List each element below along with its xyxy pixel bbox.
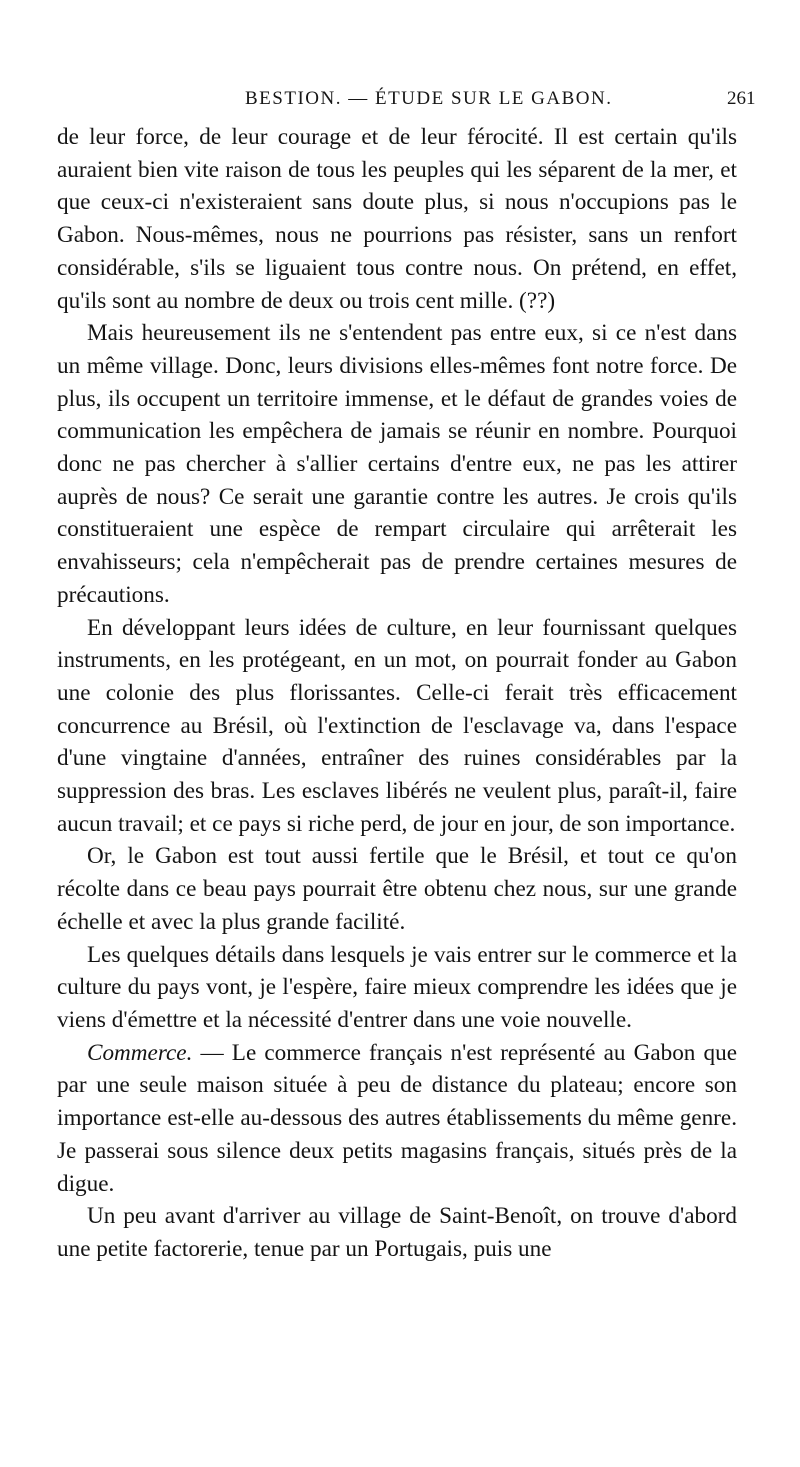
running-header — [0, 88, 800, 116]
paragraph-1: de leur force, de leur courage et de leur férocité. Il est certain qu'ils auraient bien vite raison de tous les peuples qui les séparent de la mer, et que ceux-ci n'existeraient sans doute plus, si nous n'occupions pas le Gabon. Nous-mêmes, nous ne pourrions pas résister, sans un renfort considérable, s'ils se liguaient tous contre nous. On prétend, en effet, qu'ils sont au nombre de deux ou trois cent mille. (??) — [57, 124, 737, 314]
paragraph-4: Or, le Gabon est tout aussi fertile que le Brésil, et tout ce qu'on récolte dans ce beau pays pourrait être obtenu chez nous, sur une grande échelle et avec la plus grande facilité. — [57, 843, 737, 935]
body-text — [57, 121, 737, 1266]
paragraph-3: En développant leurs idées de culture, en leur fournissant quelques instruments, en les protégeant, en un mot, on pourrait fonder au Gabon une colonie des plus florissantes. Celle-ci ferait très efficacement concurrence au Brésil, où l'extinction de l'esclavage va, dans l'espace d'une vingtaine d'années, entraîner des ruines considérables par la suppression des bras. Les esclaves libérés ne veulent plus, paraît-il, faire aucun travail; et ce pays si riche perd, de jour en jour, de son importance. — [57, 614, 737, 837]
section-heading-commerce: Commerce. — [87, 1039, 193, 1066]
page-number: 261 — [727, 88, 756, 109]
paragraph-6-text: — Le commerce français n'est représenté au Gabon que par une seule maison située à peu de distance du plateau; encore son importance est-elle au-dessous des autres établissements du même genre. Je passerai sous silence deux petits magasins français, situés près de la digue. — [57, 1039, 737, 1197]
paragraph-7: Un peu avant d'arriver au village de Saint-Benoît, on trouve d'abord une petite factorerie, tenue par un Portugais, puis une — [57, 1203, 737, 1262]
paragraph-2: Mais heureusement ils ne s'entendent pas entre eux, si ce n'est dans un même village. Donc, leurs divisions elles-mêmes font notre force. De plus, ils occupent un territoire immense, et le défaut de grandes voies de communication les empêchera de jamais se réunir en nombre. Pourquoi donc ne pas chercher à s'allier certains d'entre eux, ne pas les attirer auprès de nous? Ce serait une garantie contre les autres. Je crois qu'ils constitueraient une espèce de rempart circulaire qui arrêterait les envahisseurs; cela n'empêcherait pas de prendre certaines mesures de précautions. — [57, 320, 737, 608]
paragraph-6 — [57, 1037, 737, 1201]
paragraph-5: Les quelques détails dans lesquels je vais entrer sur le commerce et la culture du pays vont, je l'espère, faire mieux comprendre les idées que je viens d'émettre et la nécessité d'entrer dans une voie nouvelle. — [57, 941, 737, 1033]
running-title: BESTION. — ÉTUDE SUR LE GABON. — [245, 88, 613, 109]
